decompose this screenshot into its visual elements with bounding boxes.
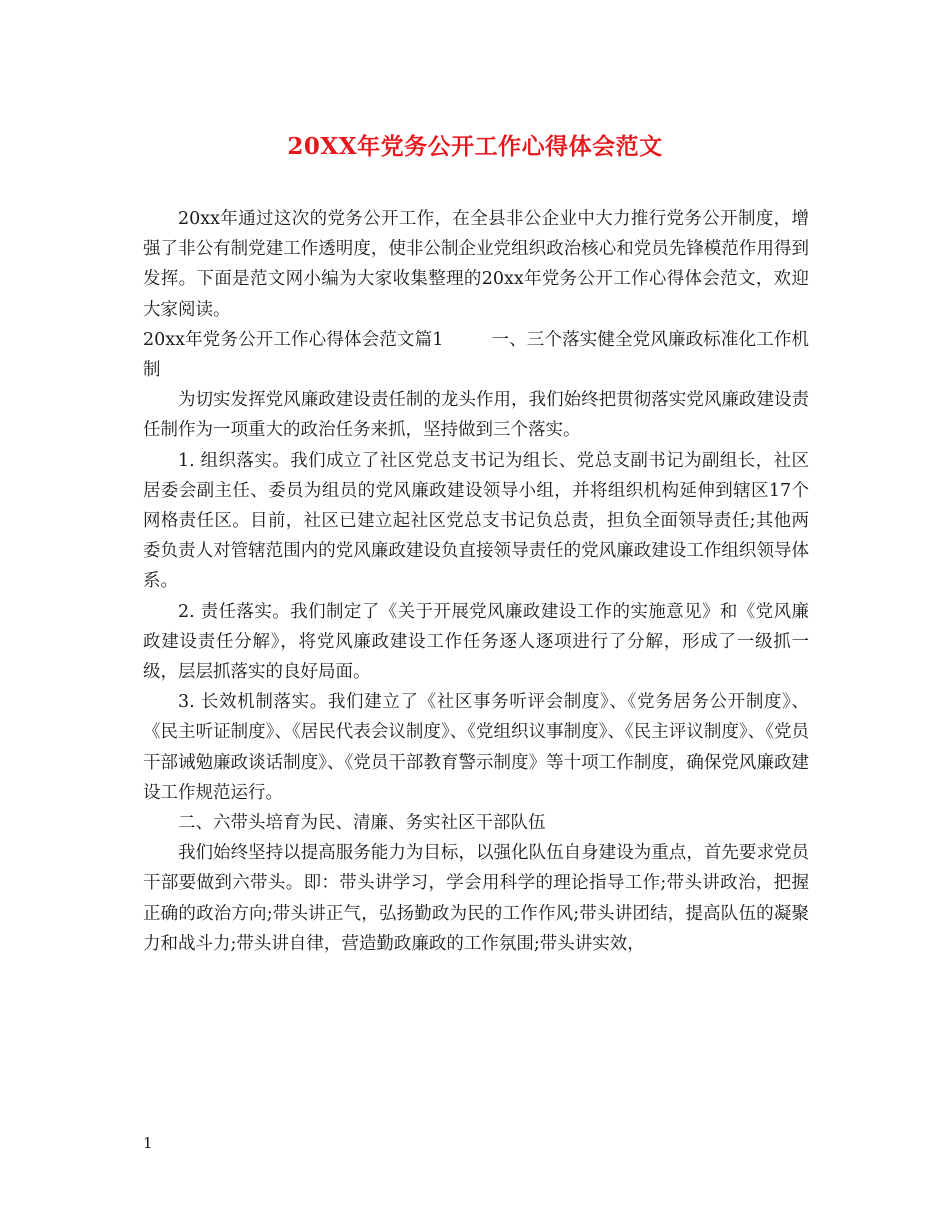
- subsection-heading-1: 一、三个落实健全党风廉政标准化工作机制: [143, 329, 810, 381]
- subsection-heading-2: 二、六带头培育为民、清廉、务实社区干部队伍: [178, 813, 546, 834]
- document-body: [143, 204, 809, 959]
- paragraph-mechanism: 3. 长效机制落实。我们建立了《社区事务听评会制度》、《党务居务公开制度》、《民主听证制度》、《居民代表会议制度》、《党组织议事制度》、《民主评议制度》、《党员干部诫勉廉政谈话制度》、《党员干部教育警示制度》等十项工作制度，确保党风廉政建设工作规范运行。: [143, 692, 809, 803]
- intro-paragraph: 20xx年通过这次的党务公开工作，在全县非公企业中大力推行党务公开制度，增强了非公有制党建工作透明度，使非公制企业党组织政治核心和党员先锋模范作用得到发挥。下面是范文网小编为大家收集整理的20xx年党务公开工作心得体会范文，欢迎大家阅读。: [143, 209, 809, 320]
- page-number: 1: [143, 1134, 153, 1152]
- article-heading: 20xx年党务公开工作心得体会范文篇1: [143, 329, 444, 350]
- paragraph-six-leads: 我们始终坚持以提高服务能力为目标，以强化队伍自身建设为重点，首先要求党员干部要做到六带头。即：带头讲学习，学会用科学的理论指导工作;带头讲政治，把握正确的政治方向;带头讲正气，弘扬勤政为民的工作作风;带头讲团结，提高队伍的凝聚力和战斗力;带头讲自律，营造勤政廉政的工作氛围;带头讲实效，: [143, 843, 809, 954]
- paragraph-responsibility: 为切实发挥党风廉政建设责任制的龙头作用，我们始终把贯彻落实党风廉政建设责任制作为一项重大的政治任务来抓，坚持做到三个落实。: [143, 390, 809, 441]
- section-heading-line: [143, 325, 809, 385]
- paragraph-organization: 1. 组织落实。我们成立了社区党总支书记为组长、党总支副书记为副组长，社区居委会副主任、委员为组员的党风廉政建设领导小组，并将组织机构延伸到辖区17个网格责任区。目前，社区已建立起社区党总支书记负总责，担负全面领导责任;其他两委负责人对管辖范围内的党风廉政建设负直接领导责任的党风廉政建设工作组织领导体系。: [143, 450, 809, 592]
- document-title: 20XX年党务公开工作心得体会范文: [287, 133, 663, 160]
- paragraph-duty: 2. 责任落实。我们制定了《关于开展党风廉政建设工作的实施意见》和《党风廉政建设责任分解》，将党风廉政建设工作任务逐人逐项进行了分解，形成了一级抓一级，层层抓落实的良好局面。: [143, 601, 809, 683]
